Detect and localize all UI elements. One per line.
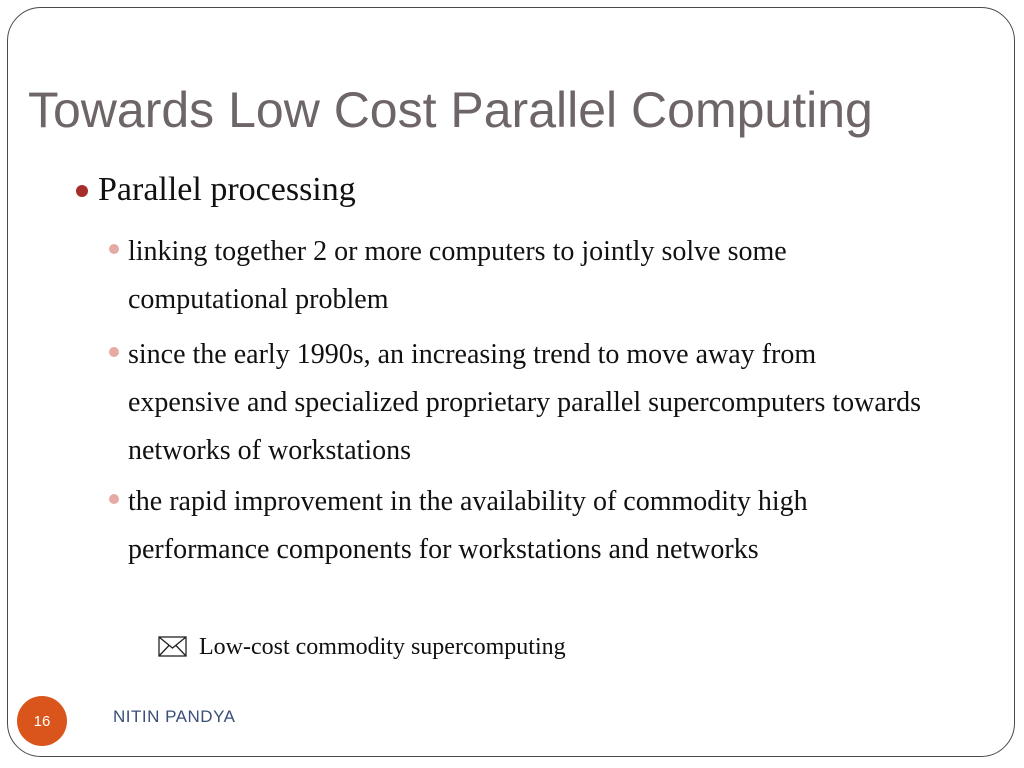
sub-sub-bullet-commodity: Low-cost commodity supercomputing — [199, 634, 566, 660]
page-number-badge — [17, 696, 67, 746]
slide-title: Towards Low Cost Parallel Computing — [28, 82, 873, 138]
page-number: 16 — [33, 712, 51, 730]
sub-bullet-improvement: the rapid improvement in the availability of commodity high performance components for workstations and networks — [128, 486, 808, 565]
bullet-parallel-processing: Parallel processing — [98, 171, 356, 208]
sub-bullet-linking: linking together 2 or more computers to jointly solve some computational problem — [128, 236, 787, 315]
footer-author: NITIN PANDYA — [113, 707, 236, 726]
sub-bullet-dot-icon — [109, 347, 119, 357]
bullet-dot-icon — [76, 185, 88, 197]
sub-bullet-trend: since the early 1990s, an increasing trend to move away from expensive and specialized proprietary parallel supercomputers towards networks of workstations — [128, 339, 922, 466]
sub-bullet-dot-icon — [109, 494, 119, 504]
envelope-icon — [158, 636, 188, 658]
sub-bullet-dot-icon — [109, 244, 119, 254]
